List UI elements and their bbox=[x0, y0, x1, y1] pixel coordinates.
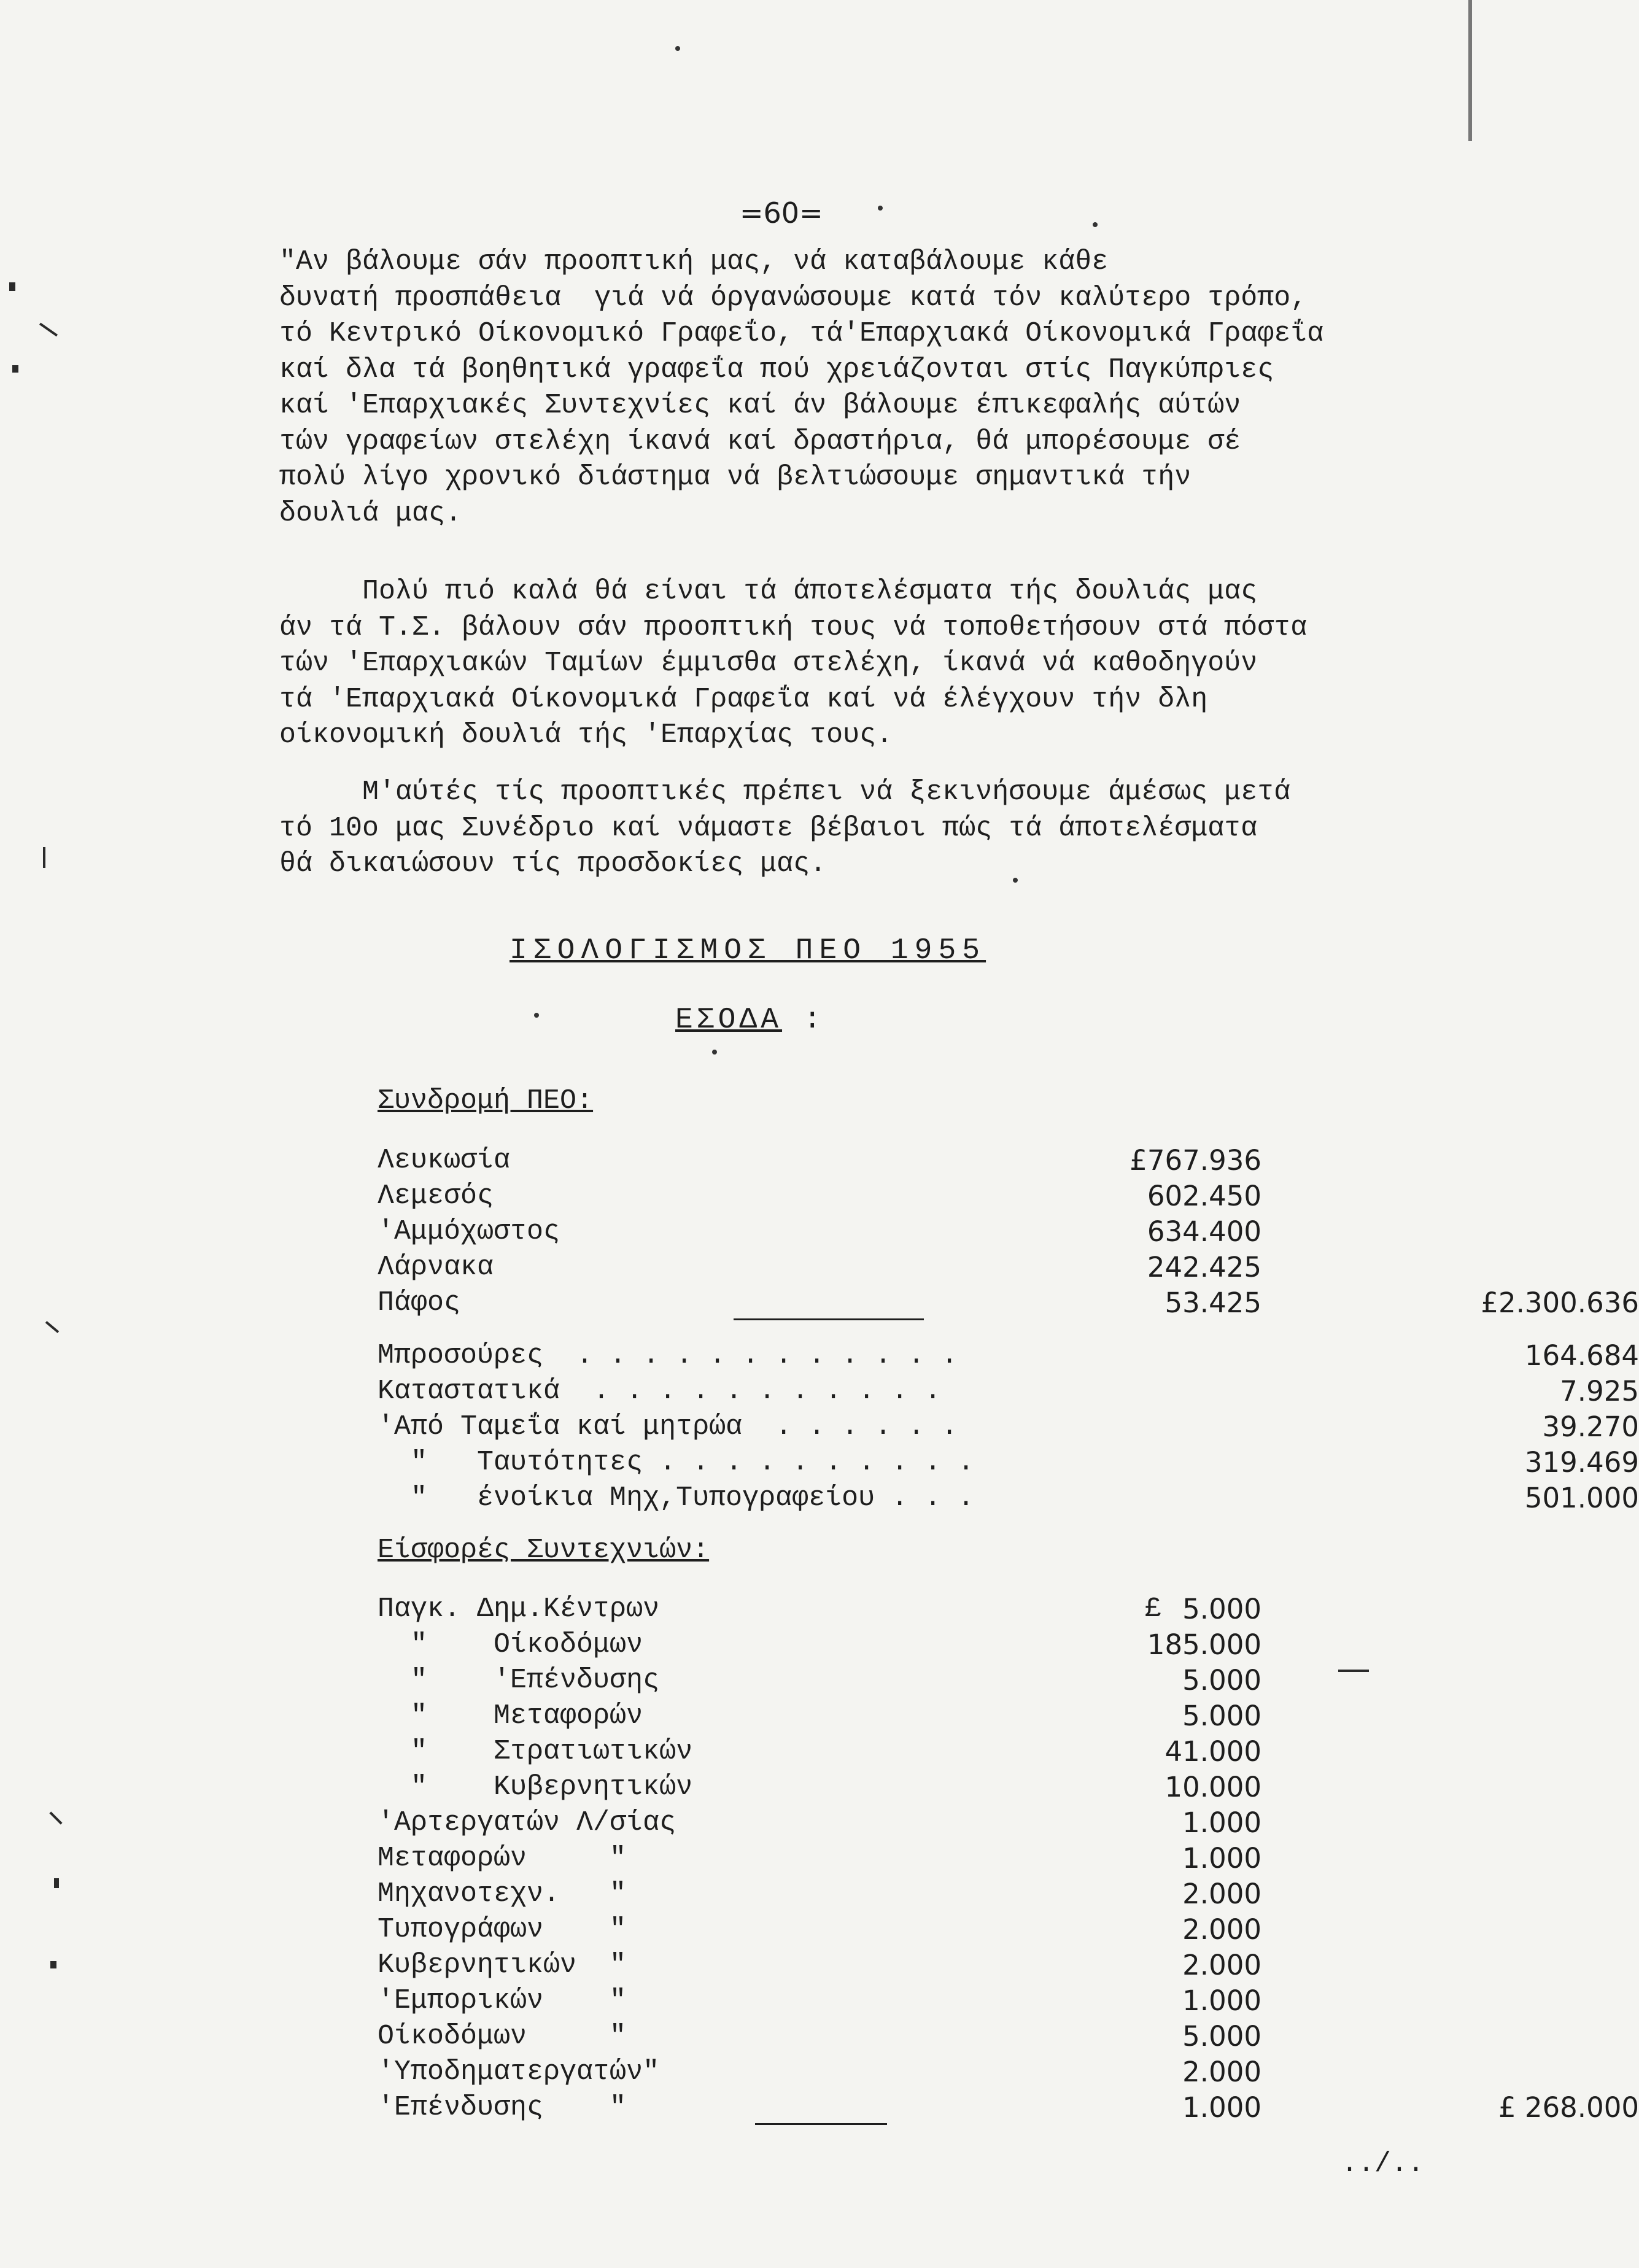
balance-sheet-title: ΙΣΟΛΟΓΙΣΜΟΣ ΠΕΟ 1955 bbox=[510, 934, 986, 967]
table-row bbox=[378, 1770, 1261, 1805]
row-label: Παγκ. Δημ.Κέντρων bbox=[378, 1593, 660, 1625]
row-amount: 602.450 bbox=[1147, 1180, 1261, 1212]
row-label: 'Αμμόχωστος bbox=[378, 1216, 560, 1247]
income-subtitle-colon: : bbox=[803, 1004, 825, 1037]
table-row bbox=[378, 1179, 1261, 1214]
scan-speck bbox=[9, 282, 15, 291]
table-row bbox=[378, 1734, 1261, 1770]
income-subtitle bbox=[675, 1004, 825, 1037]
row-label: " ένοίκια Μηχ,Τυπογραφείου . . . bbox=[378, 1482, 975, 1514]
row-label: " Κυβερνητικών bbox=[378, 1771, 693, 1803]
scan-speck bbox=[675, 46, 680, 51]
row-label: Κυβερνητικών " bbox=[378, 1949, 627, 1981]
row-amount: 1.000 bbox=[1182, 1842, 1261, 1875]
table-row bbox=[378, 1480, 1639, 1516]
row-label: Μηχανοτεχν. " bbox=[378, 1878, 627, 1910]
table-row bbox=[378, 1143, 1261, 1179]
row-amount: 5.000 bbox=[1182, 2020, 1261, 2053]
section-contributions-heading: Είσφορές Συντεχνιών: bbox=[378, 1535, 710, 1566]
paragraph-1: "Αν βάλουμε σάν προοπτική μας, νά καταβάλουμε κάθε δυνατή προσπάθεια γιά νά όργανώσουμε κατά τόν καλύτερο τρόπο, τό Κεντρικό Οίκονομικό Γραφεΐο, τά'Επαρχιακά Οίκονομικά Γραφεΐα καί δλα τά βοηθητικά γραφεΐα πού χρειάζονται στίς Παγκύπριες καί 'Επαρχιακές Συντεχνίες καί άν βάλουμε έπικεφαλής αύτών τών γραφείων στελέχη ίκανά καί δραστήρια, θά μπορέσουμε σέ πολύ λίγο χρονικό διάστημα νά βελτιώσουμε σημαντικά τήν δουλιά μας. bbox=[279, 246, 1324, 529]
table-row bbox=[378, 1983, 1261, 2019]
income-subtitle-text: ΕΣΟΔΑ bbox=[675, 1004, 783, 1037]
row-amount: 634.400 bbox=[1147, 1215, 1261, 1248]
table-row bbox=[378, 1445, 1639, 1480]
row-amount: 5.000 bbox=[1182, 1593, 1261, 1625]
row-label: 'Εμπορικών " bbox=[378, 1985, 627, 2016]
row-amount: 319.469 bbox=[1524, 1446, 1639, 1479]
row-label: " Οίκοδόμων bbox=[378, 1629, 643, 1660]
scan-speck bbox=[54, 1878, 59, 1888]
table-row bbox=[378, 1214, 1261, 1250]
subtotal-underline bbox=[755, 2123, 887, 2125]
row-amount: 1.000 bbox=[1182, 2091, 1261, 2124]
row-amount: 164.684 bbox=[1524, 1339, 1639, 1372]
row-amount: £767.936 bbox=[1129, 1144, 1261, 1177]
table-row bbox=[378, 1250, 1261, 1285]
row-label: Οίκοδόμων " bbox=[378, 2021, 627, 2052]
row-label: Λάρνακα bbox=[378, 1252, 494, 1283]
table-row bbox=[378, 1841, 1261, 1876]
row-amount: 2.000 bbox=[1182, 1949, 1261, 1981]
scan-speck bbox=[712, 1050, 717, 1055]
scan-speck bbox=[50, 1961, 56, 1968]
row-label: Πάφος bbox=[378, 1287, 461, 1318]
section-total: £2.300.636 bbox=[1481, 1287, 1639, 1319]
row-amount: 1.000 bbox=[1182, 1806, 1261, 1839]
scan-speck bbox=[43, 847, 45, 868]
row-label: " 'Επένδυσης bbox=[378, 1665, 660, 1696]
scan-edge-mark bbox=[1468, 0, 1472, 141]
scan-speck bbox=[1338, 1670, 1369, 1672]
table-row bbox=[378, 1338, 1639, 1374]
page-number: =60= bbox=[740, 196, 823, 230]
table-row bbox=[378, 1409, 1639, 1445]
row-amount: 39.270 bbox=[1542, 1411, 1639, 1443]
table-row bbox=[378, 1627, 1261, 1663]
row-label: Καταστατικά . . . . . . . . . . . bbox=[378, 1376, 942, 1407]
table-row bbox=[378, 1805, 1261, 1841]
table-row bbox=[378, 2090, 1639, 2126]
row-label: Λεμεσός bbox=[378, 1180, 494, 1212]
table-row bbox=[378, 1698, 1261, 1734]
row-amount: 5.000 bbox=[1182, 1700, 1261, 1732]
scan-speck bbox=[45, 1321, 59, 1333]
row-label: Μεταφορών " bbox=[378, 1843, 627, 1874]
table-row bbox=[378, 2019, 1261, 2054]
row-amount: 7.925 bbox=[1560, 1375, 1639, 1407]
row-amount: 10.000 bbox=[1164, 1771, 1261, 1803]
scan-speck bbox=[12, 365, 18, 373]
row-label: 'Επένδυσης " bbox=[378, 2092, 627, 2123]
row-label: " Στρατιωτικών bbox=[378, 1736, 693, 1767]
row-label: Τυπογράφων " bbox=[378, 1914, 627, 1945]
row-label: 'Αρτεργατών Λ/σίας bbox=[378, 1807, 676, 1838]
scan-speck bbox=[878, 206, 883, 211]
row-amount: 53.425 bbox=[1164, 1287, 1261, 1319]
scan-speck bbox=[1093, 222, 1098, 227]
row-amount: 501.000 bbox=[1524, 1482, 1639, 1514]
section-subscriptions-heading: Συνδρομή ΠΕΟ: bbox=[378, 1085, 594, 1117]
table-row bbox=[378, 2054, 1261, 2090]
table-row bbox=[378, 1285, 1639, 1321]
scan-speck bbox=[39, 323, 58, 337]
table-row bbox=[378, 1374, 1639, 1409]
row-amount: 2.000 bbox=[1182, 2056, 1261, 2088]
currency-symbol: £ bbox=[1145, 1593, 1162, 1625]
row-label: Μπροσούρες . . . . . . . . . . . . bbox=[378, 1340, 958, 1371]
row-amount: 1.000 bbox=[1182, 1984, 1261, 2017]
section-total: £ 268.000 bbox=[1498, 2091, 1639, 2124]
table-row bbox=[378, 1592, 1261, 1627]
row-amount: 2.000 bbox=[1182, 1878, 1261, 1910]
row-label: Λευκωσία bbox=[378, 1145, 511, 1176]
paragraph-2: Πολύ πιό καλά θά είναι τά άποτελέσματα τής δουλιάς μας άν τά Τ.Σ. βάλουν σάν προοπτική τους νά τοποθετήσουν στά πόστα τών 'Επαρχιακών Ταμίων έμμισθα στελέχη, ίκανά νά καθοδηγούν τά 'Επαρχιακά Οίκονομικά Γραφεΐα καί νά έλέγχουν τήν δλη οίκονομική δουλιά τής 'Επαρχίας τους. bbox=[279, 576, 1308, 751]
row-label: 'Υποδηματεργατών" bbox=[378, 2056, 660, 2088]
row-label: " Ταυτότητες . . . . . . . . . . bbox=[378, 1447, 975, 1478]
row-amount: 2.000 bbox=[1182, 1913, 1261, 1946]
subtotal-underline bbox=[734, 1318, 924, 1320]
continuation-marker: ../.. bbox=[1341, 2148, 1425, 2180]
table-row bbox=[378, 1912, 1261, 1948]
table-row bbox=[378, 1876, 1261, 1912]
row-label: 'Από Ταμεΐα καί μητρώα . . . . . . bbox=[378, 1411, 958, 1442]
scan-speck bbox=[49, 1811, 62, 1824]
scan-speck bbox=[534, 1013, 539, 1018]
table-row bbox=[378, 1663, 1261, 1698]
row-amount: 242.425 bbox=[1147, 1251, 1261, 1283]
row-label: " Μεταφορών bbox=[378, 1700, 643, 1732]
row-amount: 5.000 bbox=[1182, 1664, 1261, 1697]
scan-speck bbox=[1013, 878, 1018, 883]
row-amount: 41.000 bbox=[1164, 1735, 1261, 1768]
table-row bbox=[378, 1948, 1261, 1983]
row-amount: 185.000 bbox=[1147, 1628, 1261, 1661]
paragraph-3: Μ'αύτές τίς προοπτικές πρέπει νά ξεκινήσουμε άμέσως μετά τό 10ο μας Συνέδριο καί νάμαστε βέβαιοι πώς τά άποτελέσματα θά δικαιώσουν τίς προσδοκίες μας. bbox=[279, 776, 1291, 880]
